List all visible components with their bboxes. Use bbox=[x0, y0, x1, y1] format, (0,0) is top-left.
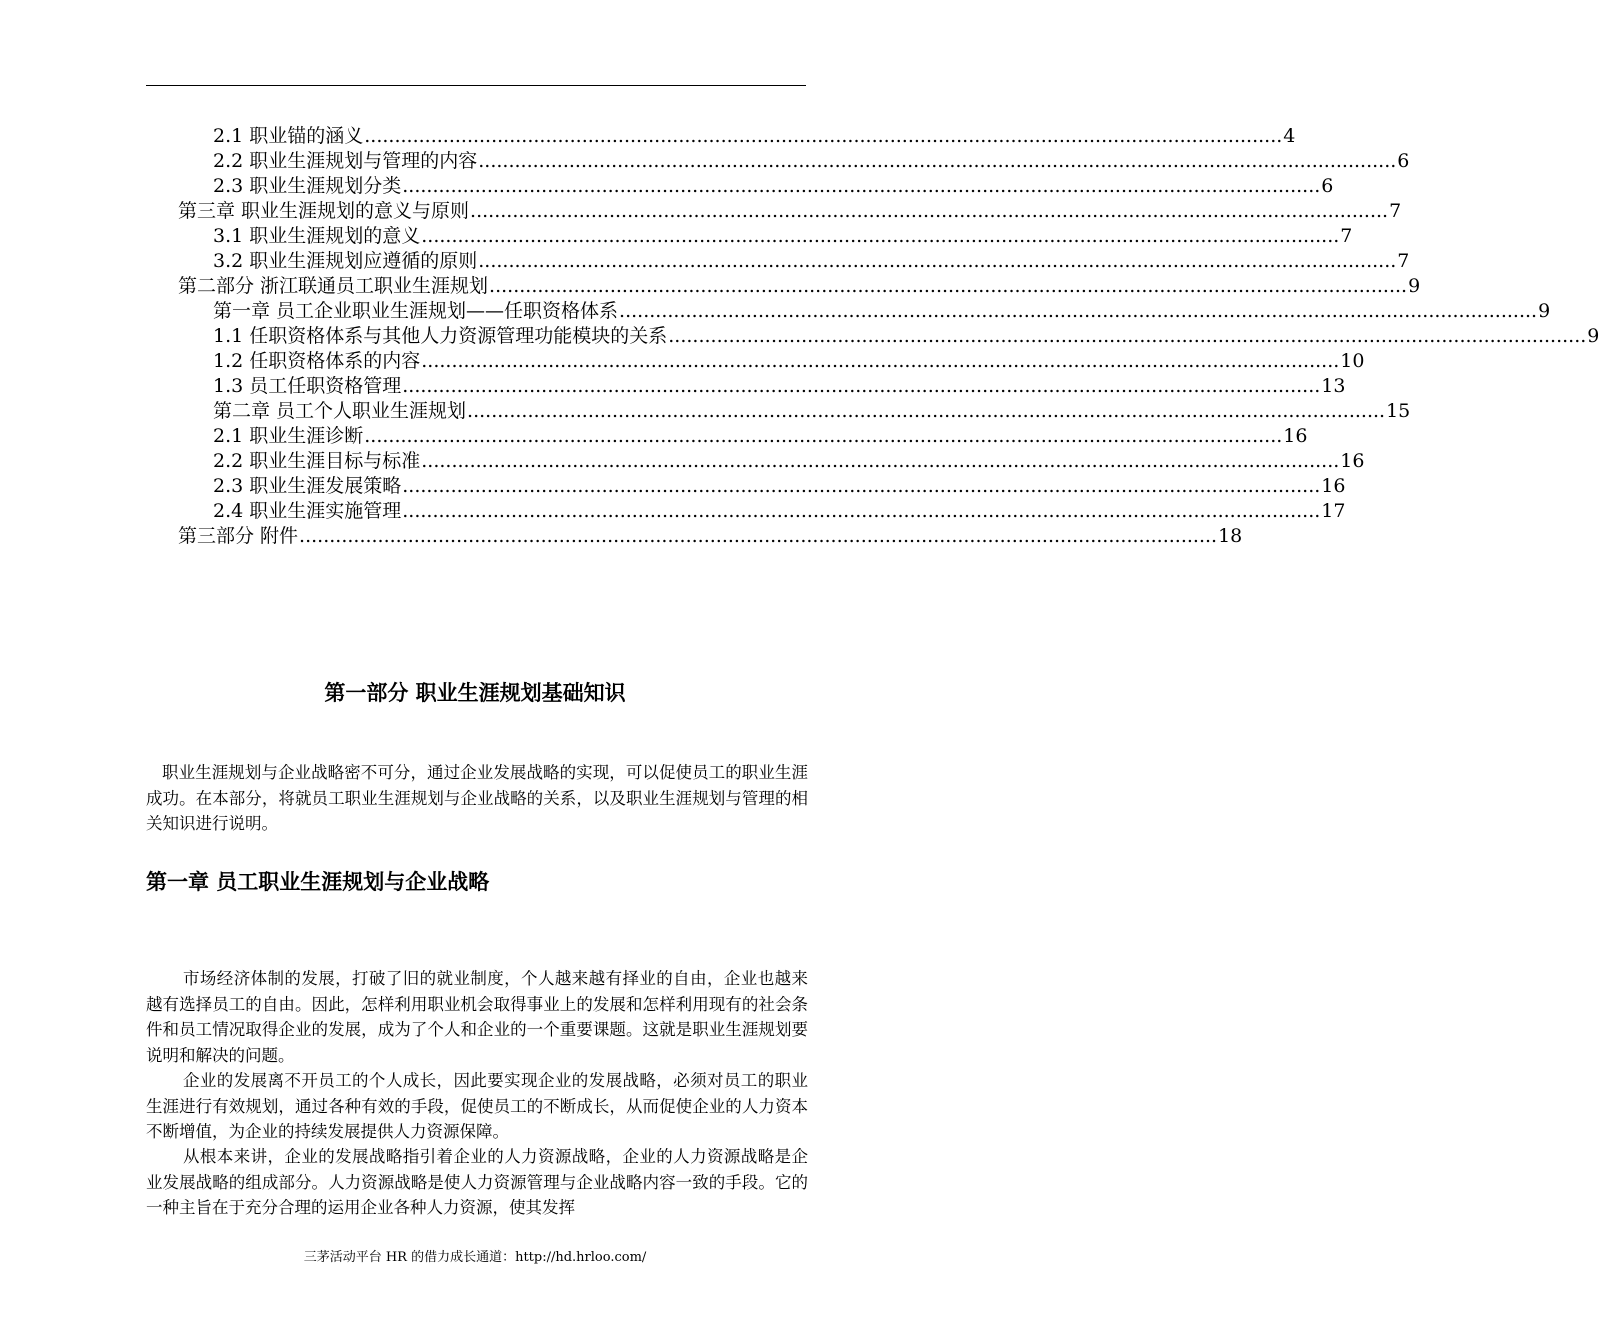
toc-entry-page: 9 bbox=[1538, 300, 1551, 322]
toc-entry-title: 1.2 任职资格体系的内容 bbox=[213, 350, 421, 372]
toc-entry-page: 9 bbox=[1408, 275, 1421, 297]
toc-leader: ........................................................................................................................................................ bbox=[402, 500, 1321, 522]
toc-entry-title: 第二章 员工个人职业生涯规划 bbox=[213, 400, 467, 422]
toc-entry[interactable] bbox=[213, 124, 1296, 148]
toc-entry[interactable] bbox=[213, 349, 1365, 373]
toc-leader: ........................................................................................................................................................ bbox=[364, 125, 1283, 147]
toc-entry-page: 17 bbox=[1321, 500, 1346, 522]
toc-entry[interactable] bbox=[213, 374, 1346, 398]
body-paragraph: 市场经济体制的发展，打破了旧的就业制度，个人越来越有择业的自由，企业也越来越有选择员工的自由。因此，怎样利用职业机会取得事业上的发展和怎样利用现有的社会条件和员工情况取得企业的发展，成为了个人和企业的一个重要课题。这就是职业生涯规划要说明和解决的问题。 bbox=[146, 969, 808, 1065]
toc-entry-title: 3.1 职业生涯规划的意义 bbox=[213, 225, 421, 247]
toc-entry-title: 第三部分 附件 bbox=[178, 525, 299, 547]
body-paragraph: 从根本来讲，企业的发展战略指引着企业的人力资源战略，企业的人力资源战略是企业发展战略的组成部分。人力资源战略是使人力资源管理与企业战略内容一致的手段。它的一种主旨在于充分合理的运用企业各种人力资源，使其发挥 bbox=[146, 1147, 808, 1217]
toc-entry[interactable] bbox=[213, 424, 1308, 448]
toc-entry-page: 10 bbox=[1340, 350, 1365, 372]
toc-entry-page: 7 bbox=[1397, 250, 1410, 272]
toc-leader: ........................................................................................................................................................ bbox=[421, 350, 1340, 372]
header-rule bbox=[146, 85, 806, 86]
toc-entry-title: 第一章 员工企业职业生涯规划——任职资格体系 bbox=[213, 300, 619, 322]
chapter-title: 第一章 员工职业生涯规划与企业战略 bbox=[146, 870, 490, 894]
toc-entry-page: 6 bbox=[1321, 175, 1334, 197]
toc-entry[interactable] bbox=[213, 399, 1411, 423]
toc-leader: ........................................................................................................................................................ bbox=[478, 250, 1397, 272]
toc-entry[interactable] bbox=[213, 299, 1551, 323]
toc-entry[interactable] bbox=[178, 274, 1421, 298]
toc-entry-page: 16 bbox=[1340, 450, 1365, 472]
toc-entry[interactable] bbox=[213, 499, 1346, 523]
toc-entry-page: 9 bbox=[1587, 325, 1599, 347]
toc-entry-title: 第二部分 浙江联通员工职业生涯规划 bbox=[178, 275, 489, 297]
toc-leader: ........................................................................................................................................................ bbox=[489, 275, 1408, 297]
toc-entry-page: 6 bbox=[1397, 150, 1410, 172]
toc-entry[interactable] bbox=[213, 149, 1410, 173]
toc-entry-title: 2.2 职业生涯规划与管理的内容 bbox=[213, 150, 478, 172]
toc-entry[interactable] bbox=[213, 249, 1410, 273]
toc-leader: ........................................................................................................................................................ bbox=[421, 225, 1340, 247]
toc-entry-page: 13 bbox=[1321, 375, 1346, 397]
toc-leader: ........................................................................................................................................................ bbox=[299, 525, 1218, 547]
toc-entry[interactable] bbox=[213, 449, 1365, 473]
toc-entry-title: 2.2 职业生涯目标与标准 bbox=[213, 450, 421, 472]
toc-entry-page: 15 bbox=[1386, 400, 1411, 422]
toc-entry-page: 7 bbox=[1340, 225, 1353, 247]
toc-entry-page: 16 bbox=[1321, 475, 1346, 497]
toc-entry[interactable] bbox=[178, 524, 1243, 548]
page-footer: 三茅活动平台 HR 的借力成长通道：http://hd.hrloo.com/ bbox=[303, 1250, 647, 1265]
toc-entry-title: 1.3 员工任职资格管理 bbox=[213, 375, 402, 397]
toc-leader: ........................................................................................................................................................ bbox=[402, 175, 1321, 197]
toc-entry-page: 18 bbox=[1218, 525, 1243, 547]
toc-entry[interactable] bbox=[178, 199, 1402, 223]
toc-entry-title: 1.1 任职资格体系与其他人力资源管理功能模块的关系 bbox=[213, 325, 668, 347]
toc-entry-page: 7 bbox=[1389, 200, 1402, 222]
toc-entry[interactable] bbox=[213, 224, 1353, 248]
toc-entry-title: 3.2 职业生涯规划应遵循的原则 bbox=[213, 250, 478, 272]
toc-entry[interactable] bbox=[213, 174, 1334, 198]
toc-entry-title: 2.3 职业生涯发展策略 bbox=[213, 475, 402, 497]
toc-entry-title: 2.4 职业生涯实施管理 bbox=[213, 500, 402, 522]
toc-entry-page: 4 bbox=[1283, 125, 1296, 147]
toc-leader: ........................................................................................................................................................ bbox=[619, 300, 1538, 322]
toc-entry-title: 2.3 职业生涯规划分类 bbox=[213, 175, 402, 197]
toc-leader: ........................................................................................................................................................ bbox=[467, 400, 1386, 422]
toc-entry-title: 2.1 职业生涯诊断 bbox=[213, 425, 364, 447]
part-title: 第一部分 职业生涯规划基础知识 bbox=[324, 681, 626, 705]
toc-leader: ........................................................................................................................................................ bbox=[668, 325, 1587, 347]
toc-leader: ........................................................................................................................................................ bbox=[478, 150, 1397, 172]
intro-paragraph: 职业生涯规划与企业战略密不可分，通过企业发展战略的实现，可以促使员工的职业生涯成功。在本部分，将就员工职业生涯规划与企业战略的关系，以及职业生涯规划与管理的相关知识进行说明。 bbox=[146, 763, 808, 833]
toc-leader: ........................................................................................................................................................ bbox=[421, 450, 1340, 472]
toc-entry-title: 2.1 职业锚的涵义 bbox=[213, 125, 364, 147]
toc-entry-title: 第三章 职业生涯规划的意义与原则 bbox=[178, 200, 470, 222]
toc-leader: ........................................................................................................................................................ bbox=[470, 200, 1389, 222]
toc-entry[interactable] bbox=[213, 324, 1599, 348]
toc-leader: ........................................................................................................................................................ bbox=[402, 475, 1321, 497]
toc-entry-page: 16 bbox=[1283, 425, 1308, 447]
body-paragraph: 企业的发展离不开员工的个人成长，因此要实现企业的发展战略，必须对员工的职业生涯进行有效规划，通过各种有效的手段，促使员工的不断成长，从而促使企业的人力资本不断增值，为企业的持续发展提供人力资源保障。 bbox=[146, 1071, 808, 1141]
toc-entry[interactable] bbox=[213, 474, 1346, 498]
toc-leader: ........................................................................................................................................................ bbox=[364, 425, 1283, 447]
toc-leader: ........................................................................................................................................................ bbox=[402, 375, 1321, 397]
